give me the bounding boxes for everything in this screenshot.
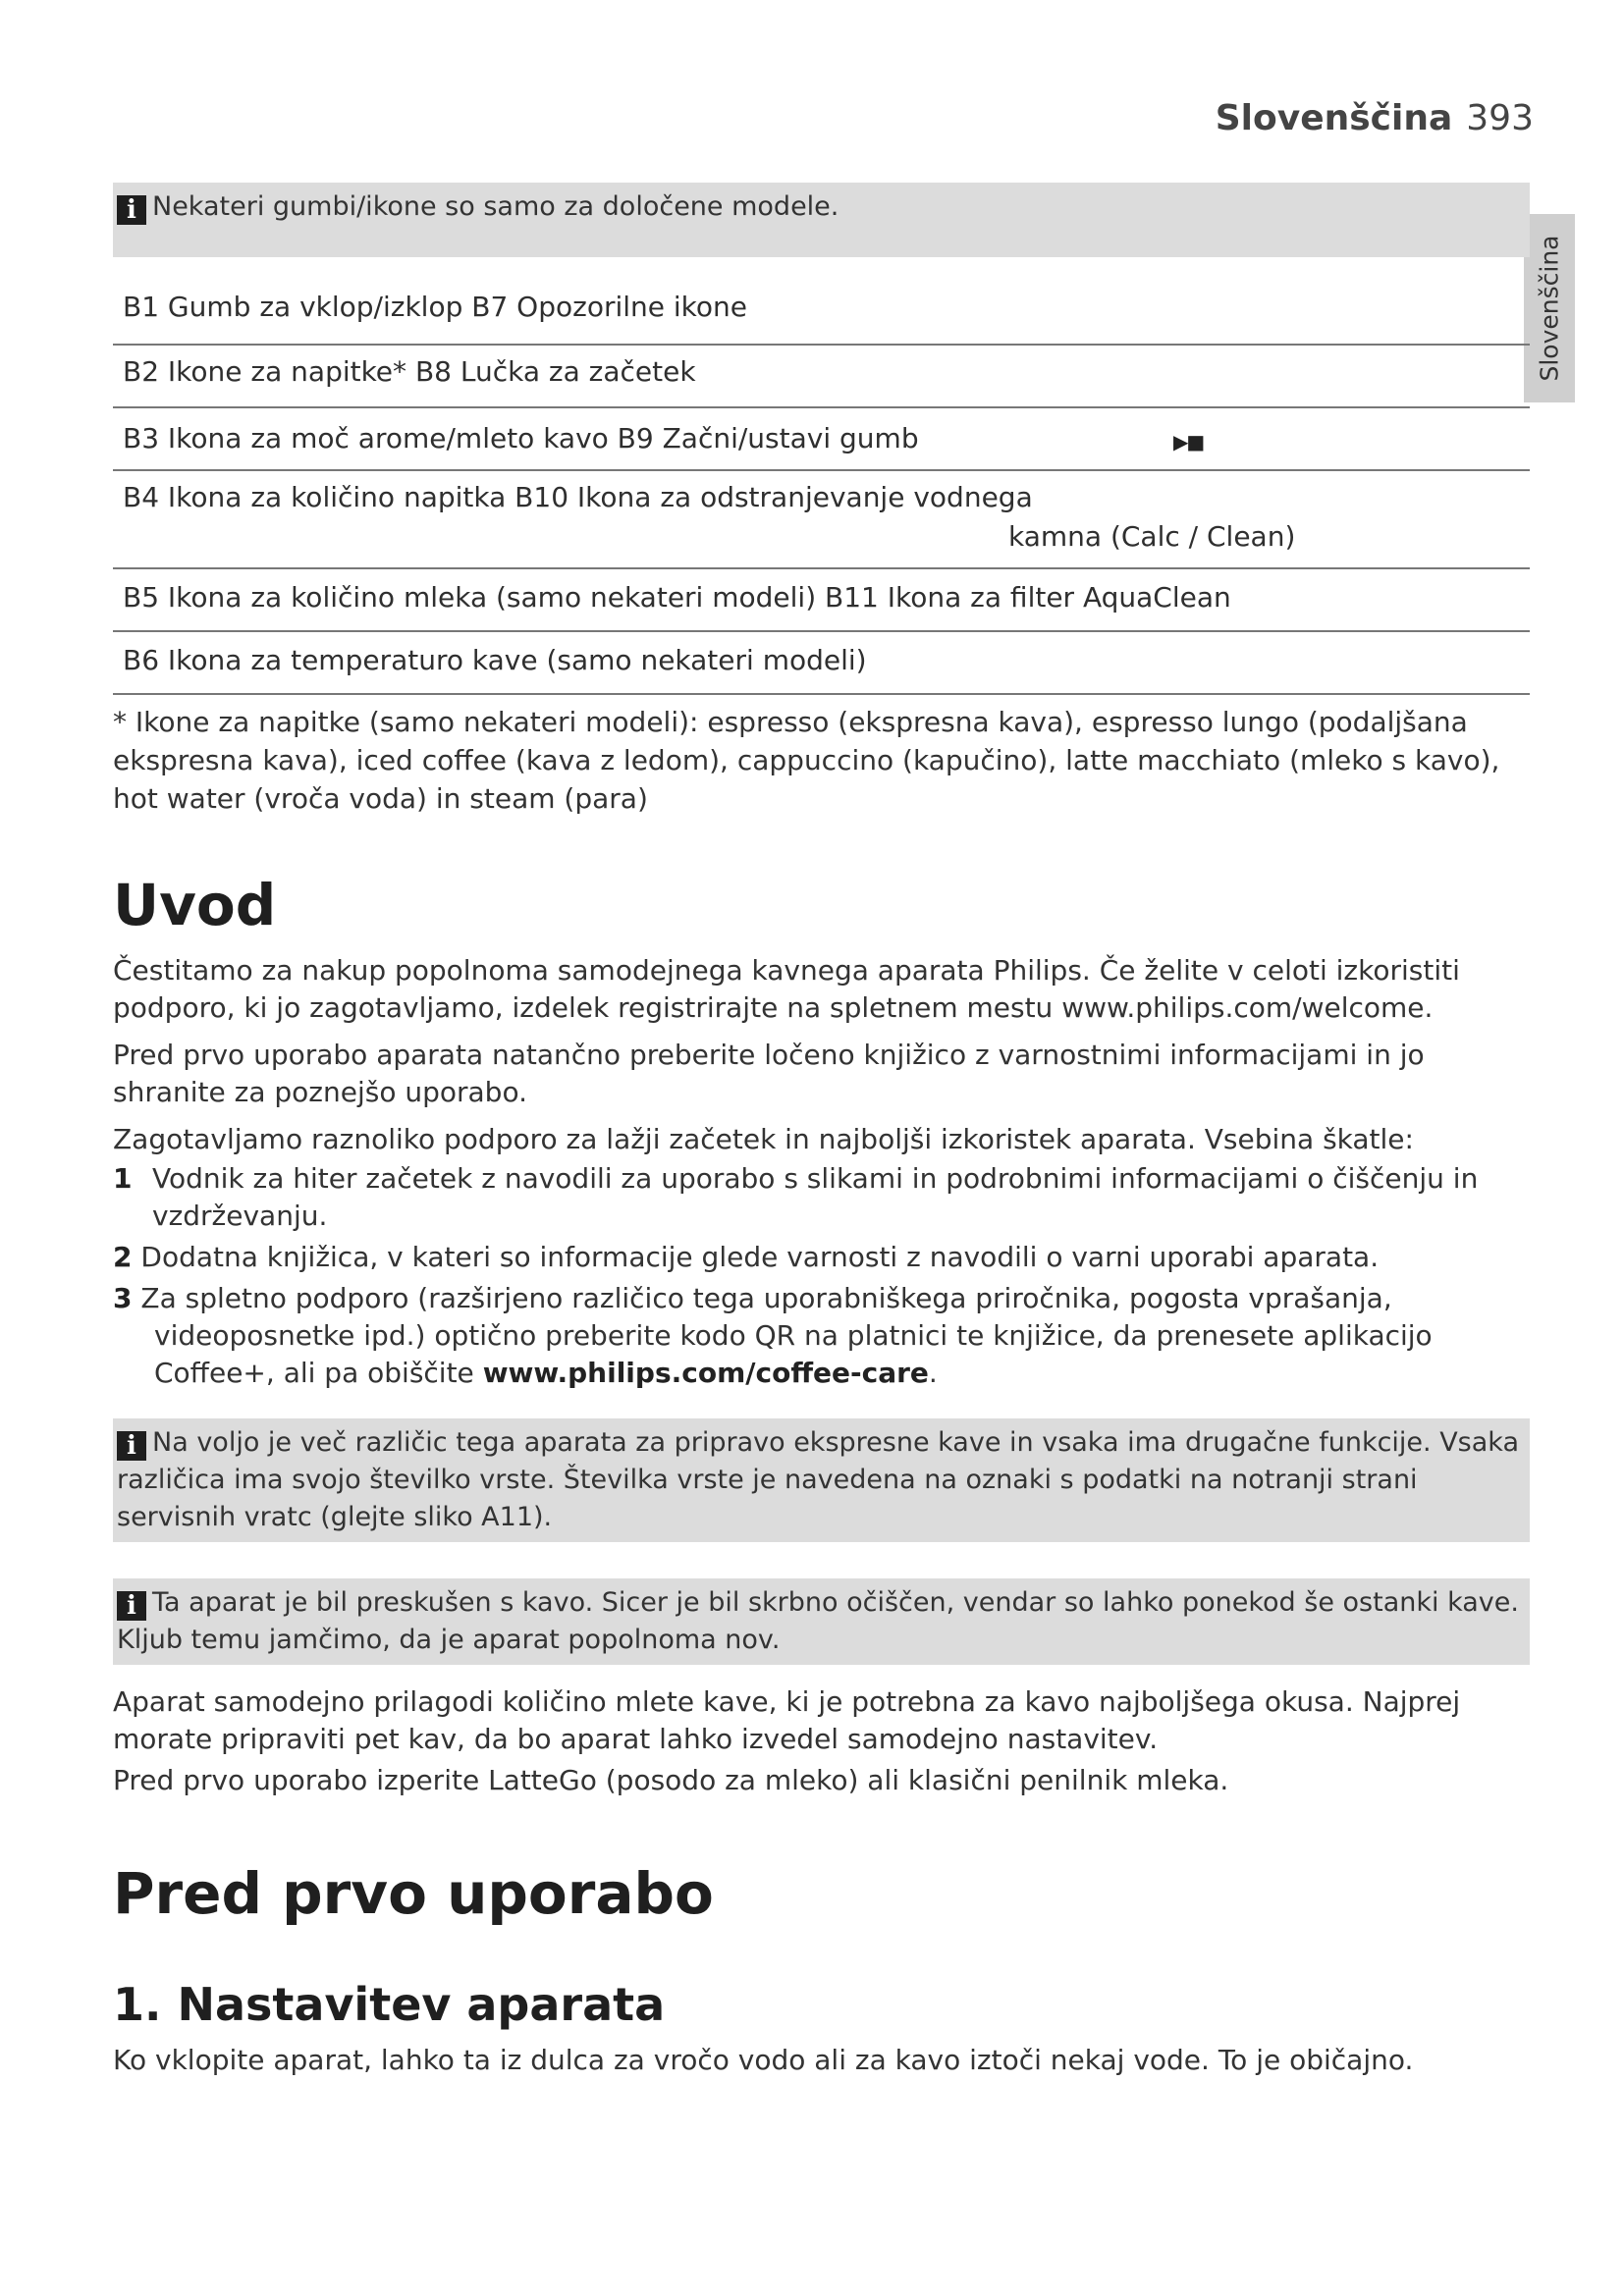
uvod-paragraph-2: Pred prvo uporabo aparata natančno preberite ločeno knjižico z varnostnimi informacijami in jo shranite za poznejšo uporabo. <box>113 1039 1425 1108</box>
pred-paragraph-1: Ko vklopite aparat, lahko ta iz dulca za vročo vodo ali za kavo iztoči nekaj vode. To je običajno. <box>113 2044 1414 2076</box>
list-number: 2 <box>113 1241 133 1273</box>
note-models-text: Nekateri gumbi/ikone so samo za določene modele. <box>152 191 839 222</box>
uvod-body-2 <box>113 1683 1530 1799</box>
uvod-paragraph-1: Čestitamo za nakup popolnoma samodejnega kavnega aparata Philips. Če želite v celoti izkoristiti podporo, ki jo zagotavljamo, izdelek registrirajte na spletnem mestu www.philips.com/welcome. <box>113 954 1460 1024</box>
list-item <box>113 1239 1530 1276</box>
list-item <box>113 1160 1530 1235</box>
header-language: Slovenščina <box>1215 98 1453 138</box>
note-tested-text: Ta aparat je bil preskušen s kavo. Sicer je bil skrbno očiščen, vendar so lahko ponekod še ostanki kave. Kljub temu jamčimo, da je aparat popolnoma nov. <box>117 1587 1519 1655</box>
list-number: 1 <box>113 1162 133 1195</box>
list-text-continued <box>113 1317 1530 1392</box>
component-table <box>113 265 1530 695</box>
table-cell: B4 Ikona za količino napitka B10 Ikona za odstranjevanje vodnega <box>123 481 1033 513</box>
coffee-care-link[interactable]: www.philips.com/coffee-care <box>482 1357 929 1389</box>
uvod-body <box>113 952 1530 1392</box>
table-cell-continued: kamna (Calc / Clean) <box>1008 520 1296 553</box>
table-cell: B6 Ikona za temperaturo kave (samo nekateri modeli) <box>123 644 867 676</box>
info-icon: i <box>117 195 146 225</box>
note-models <box>113 183 1530 257</box>
side-tab-label: Slovenščina <box>1535 235 1564 382</box>
list-text: Vodnik za hiter začetek z navodili za uporabo s slikami in podrobnimi informacijami o čiščenju in vzdrževanju. <box>152 1162 1479 1232</box>
table-row <box>113 408 1530 471</box>
uvod-paragraph-5: Pred prvo uporabo izperite LatteGo (posodo za mleko) ali klasični penilnik mleka. <box>113 1764 1229 1796</box>
list-number: 3 <box>113 1282 133 1314</box>
note-variants <box>113 1418 1530 1542</box>
list-text-b: videoposnetke ipd.) optično preberite kodo QR na platnici te knjižice, da prenesete aplikacijo Coffee+, ali pa obiščite <box>154 1319 1433 1389</box>
table-cell: B3 Ikona za moč arome/mleto kavo B9 Začni/ustavi gumb <box>123 422 919 454</box>
play-stop-icon: ▶■ <box>1173 430 1204 454</box>
table-row <box>113 569 1530 632</box>
note-variants-text: Na voljo je več različic tega aparata za pripravo ekspresne kave in vsaka ima drugačne funkcije. Vsaka različica ima svojo številko vrste. Številka vrste je navedena na oznaki s podatki na notranji strani servisnih vratc (glejte sliko A11). <box>117 1427 1519 1532</box>
list-text: Za spletno podporo (razširjeno različico tega uporabniškega priročnika, pogosta vprašanja, <box>140 1282 1392 1314</box>
uvod-paragraph-4: Aparat samodejno prilagodi količino mlete kave, ki je potrebna za kavo najboljšega okusa. Najprej morate pripraviti pet kav, da bo aparat lahko izvedel samodejno nastavitev. <box>113 1685 1461 1755</box>
note-tested <box>113 1578 1530 1665</box>
language-side-tab <box>1524 214 1575 402</box>
page-number: 393 <box>1466 98 1534 138</box>
table-cell: B1 Gumb za vklop/izklop B7 Opozorilne ikone <box>123 291 747 323</box>
subsection-title: 1. Nastavitev aparata <box>113 1978 666 2031</box>
table-row <box>113 471 1530 569</box>
list-text: Dodatna knjižica, v kateri so informacije glede varnosti z navodili o varni uporabi aparata. <box>140 1241 1380 1273</box>
table-row <box>113 346 1530 408</box>
table-row <box>113 265 1530 346</box>
footnote: * Ikone za napitke (samo nekateri modeli): espresso (ekspresna kava), espresso lungo (podaljšana ekspresna kava), iced coffee (kava z ledom), cappuccino (kapučino), latte macchiato (mleko s kavo), hot water (vroča voda) in steam (para) <box>113 706 1500 815</box>
table-row <box>113 632 1530 695</box>
table-cell: B5 Ikona za količino mleka (samo nekateri modeli) B11 Ikona za filter AquaClean <box>123 581 1231 614</box>
table-cell: B2 Ikone za napitke* B8 Lučka za začetek <box>123 355 696 388</box>
info-icon: i <box>117 1431 146 1461</box>
page-header <box>1216 98 1534 138</box>
list-text-end: . <box>928 1357 938 1389</box>
uvod-paragraph-3: Zagotavljamo raznoliko podporo za lažji začetek in najboljši izkoristek aparata. Vsebina škatle: <box>113 1123 1414 1155</box>
section-title-pred: Pred prvo uporabo <box>113 1860 714 1927</box>
list-item <box>113 1280 1530 1392</box>
info-icon: i <box>117 1591 146 1621</box>
section-title-uvod: Uvod <box>113 872 277 938</box>
